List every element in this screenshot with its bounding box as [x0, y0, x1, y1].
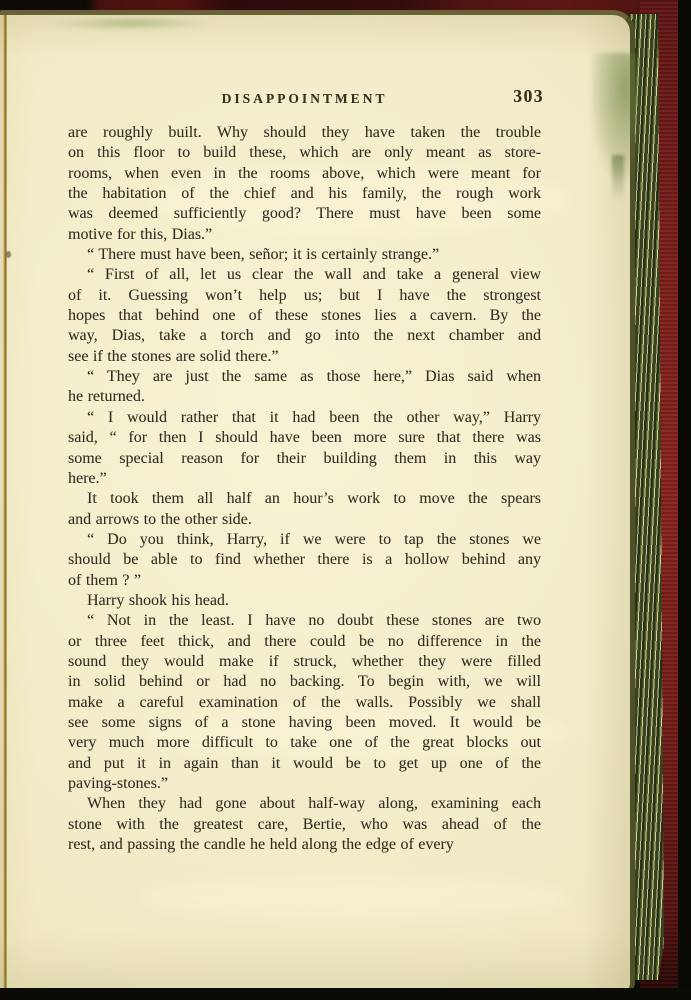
background-bottom-edge: [0, 988, 691, 1000]
text-line: should be able to find whether there is a hollow behind any: [68, 551, 541, 569]
text-line: see some signs of a stone having been moved. It would be: [68, 713, 541, 731]
text-line: “ Not in the least. I have no doubt these stones are two: [87, 612, 541, 630]
scan-light-streak: [140, 875, 570, 920]
text-line: sound they would make if struck, whether they were filled: [68, 652, 541, 670]
text-line: of it. Guessing won’t help us; but I have the strongest: [68, 286, 541, 304]
text-line: “ First of all, let us clear the wall and take a general view: [87, 266, 541, 284]
text-line: “ There must have been, señor; it is certainly strange.”: [87, 246, 440, 264]
text-line: are roughly built. Why should they have taken the trouble: [68, 124, 541, 141]
text-line: he returned.: [68, 388, 145, 406]
book-page: [0, 10, 635, 993]
text-line: and put it in again than it would be to get up one of the: [68, 754, 541, 772]
text-line: some special reason for their building them in this way: [68, 449, 541, 467]
text-line: “ I would rather that it had been the other way,” Harry: [87, 408, 541, 426]
text-line: in solid behind or had no backing. To begin with, we will: [68, 673, 541, 691]
text-line: When they had gone about half-way along, examining each: [87, 795, 541, 813]
text-line: make a careful examination of the walls. Possibly we shall: [68, 693, 541, 711]
page-gutter-line: [3, 15, 7, 991]
running-head: DISAPPOINTMENT: [221, 91, 388, 106]
text-line: rooms, when even in the rooms above, which were meant for: [68, 164, 541, 182]
text-line: “ They are just the same as those here,” Dias said when: [87, 368, 541, 386]
text-line: rest, and passing the candle he held along the edge of every: [68, 836, 454, 854]
text-line: motive for this, Dias.”: [68, 225, 213, 243]
text-line: hopes that behind one of these stones lies a cavern. By the: [68, 307, 541, 325]
text-line: was deemed sufficiently good? There must have been some: [68, 205, 541, 223]
body-text: [68, 123, 541, 855]
text-line: on this floor to build these, which are only meant as store-: [68, 144, 541, 162]
text-line: stone with the greatest care, Bertie, who was ahead of the: [68, 815, 541, 833]
text-line: It took them all half an hour’s work to move the spears: [87, 490, 541, 508]
page-number: 303: [513, 86, 544, 106]
text-line: and arrows to the other side.: [68, 510, 252, 528]
text-line: paving-stones.”: [68, 775, 168, 792]
ink-speck: [6, 251, 11, 258]
text-line: way, Dias, take a torch and go into the next chamber and: [68, 327, 541, 345]
text-line: or three feet thick, and there could be no difference in the: [68, 632, 541, 650]
text-line: said, “ for then I should have been more sure that there was: [68, 429, 541, 447]
page-header: [68, 86, 544, 109]
text-line: Harry shook his head.: [87, 591, 229, 609]
green-stain-top: [48, 17, 213, 30]
text-line: of them ? ”: [68, 571, 142, 589]
text-line: here.”: [68, 469, 107, 487]
text-line: “ Do you think, Harry, if we were to tap the stones we: [87, 530, 541, 548]
text-line: the habitation of the chief and his family, the rough work: [68, 185, 541, 203]
green-stain-drip: [612, 155, 624, 201]
text-line: see if the stones are solid there.”: [68, 347, 279, 365]
text-line: very much more difficult to take one of the great blocks out: [68, 734, 541, 752]
